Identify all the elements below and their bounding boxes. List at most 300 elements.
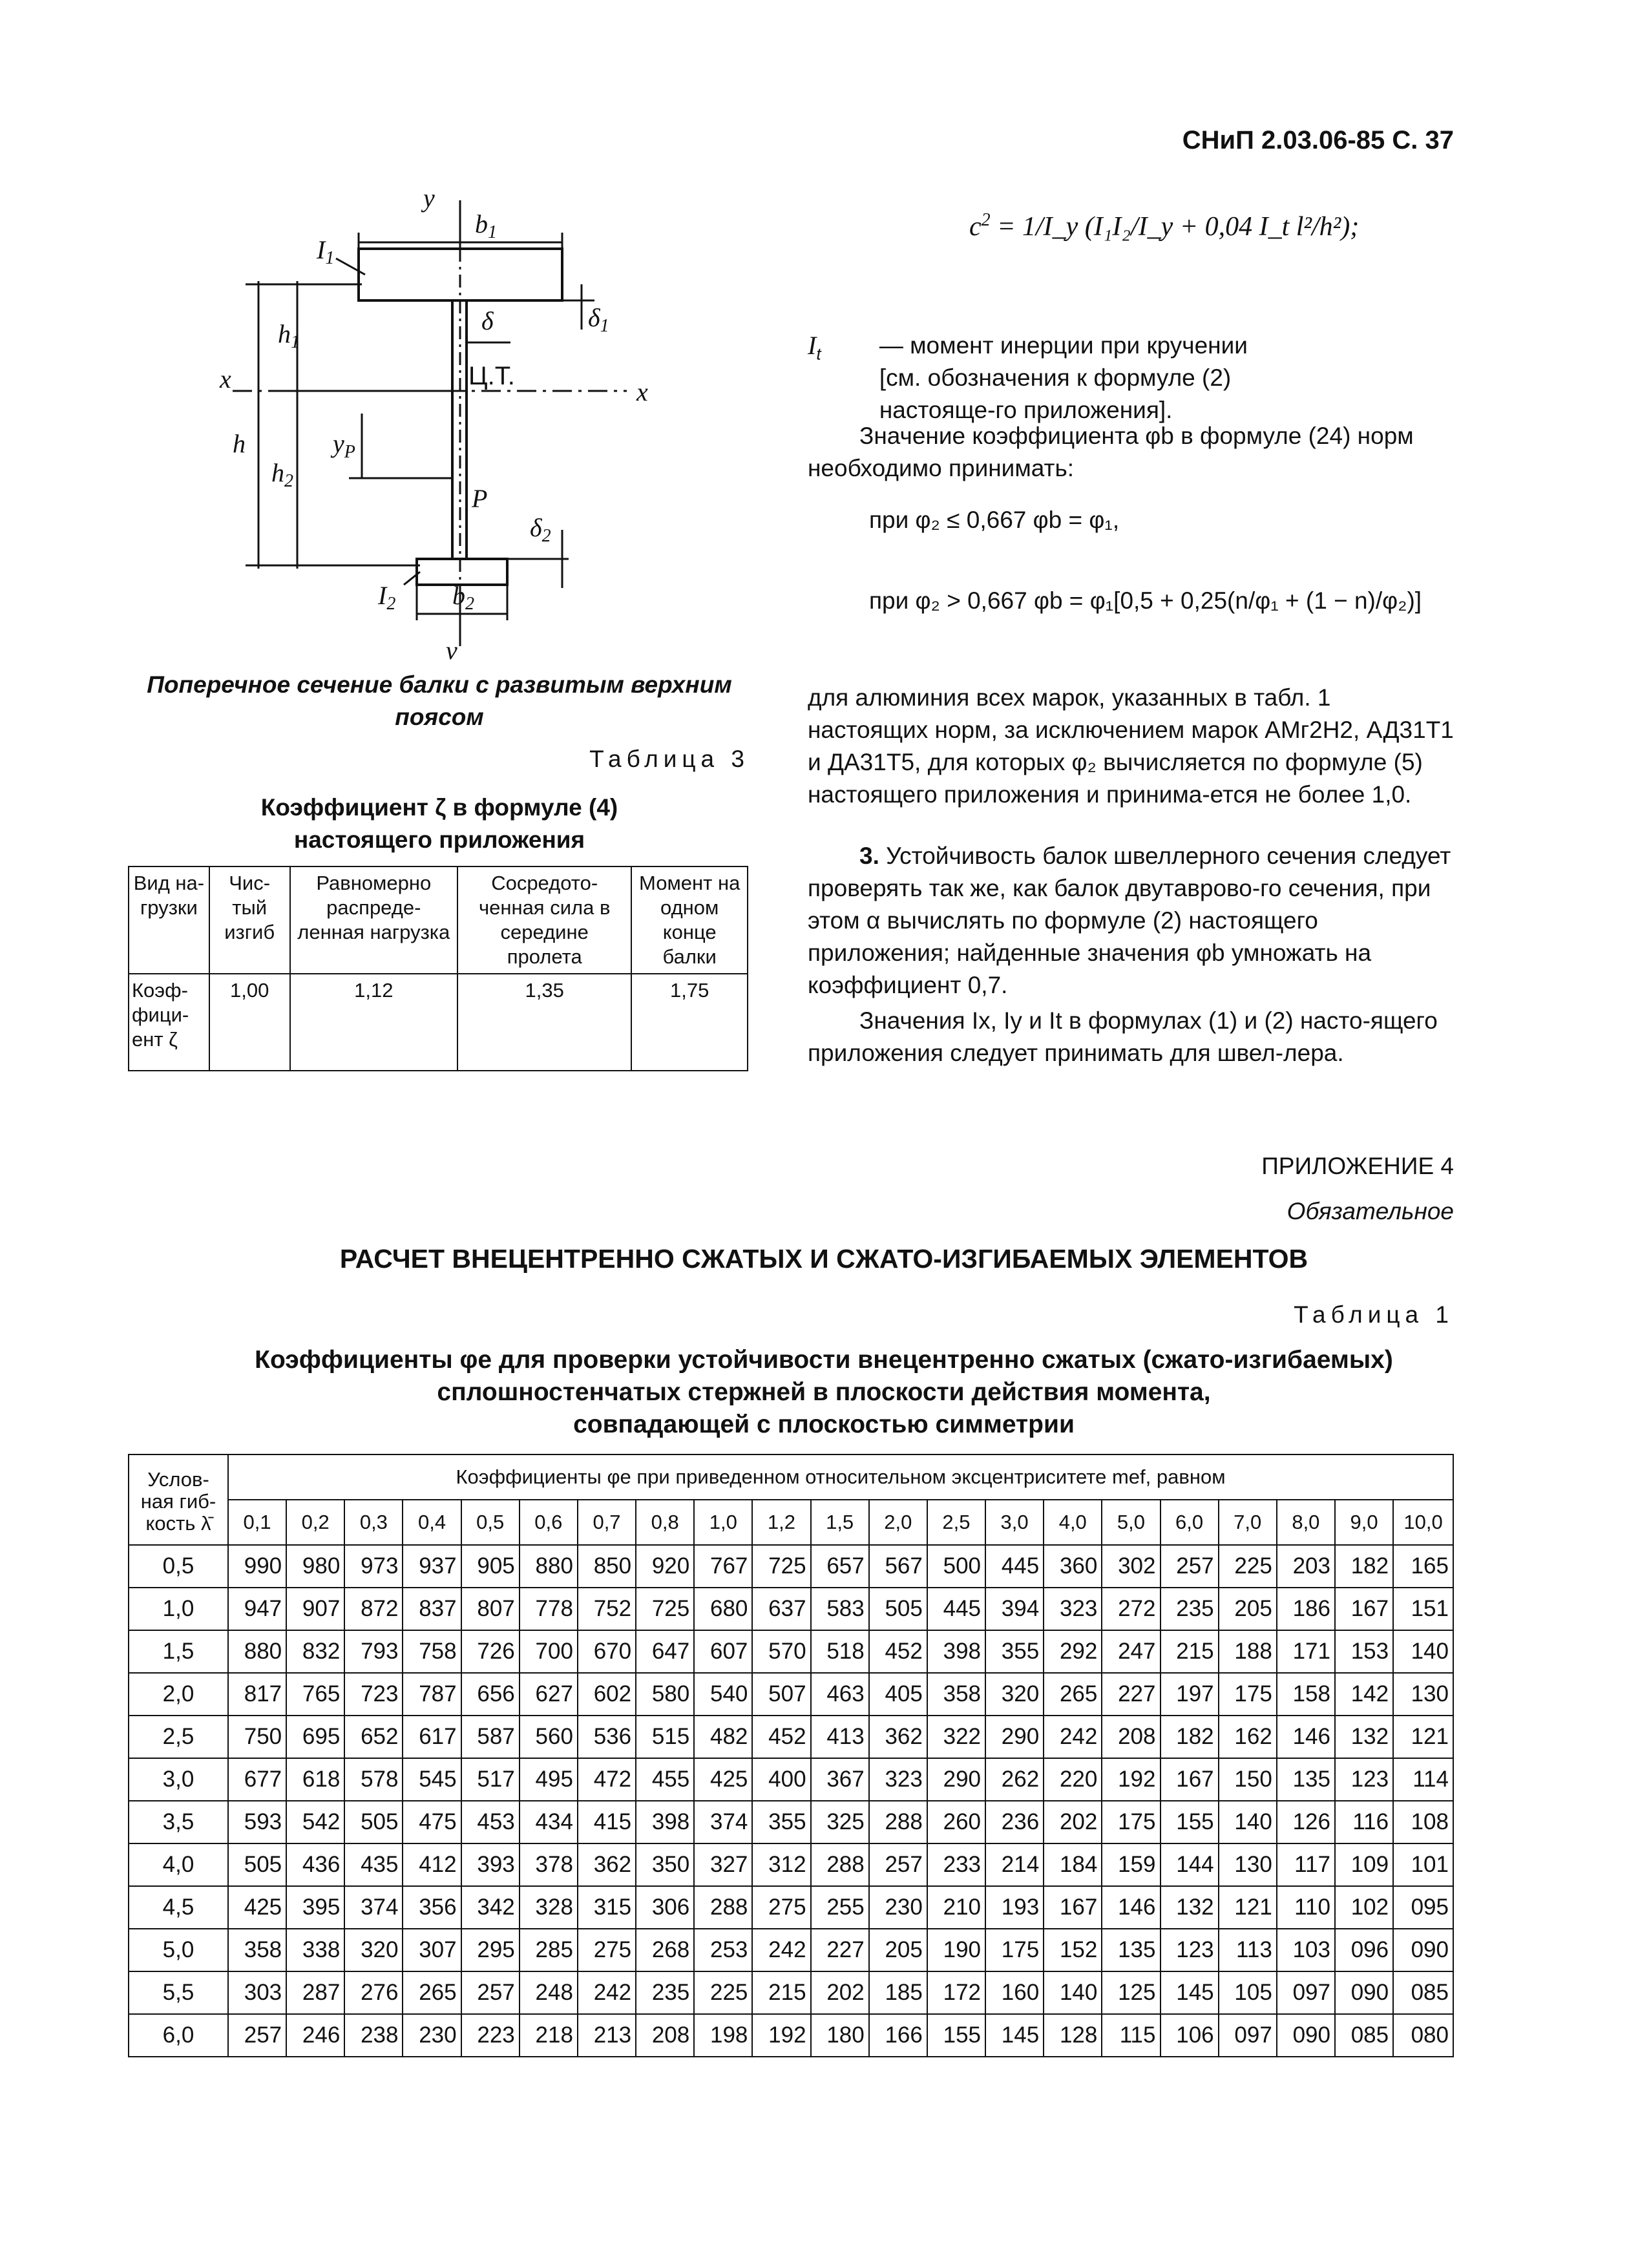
table1-cell: 920 bbox=[636, 1545, 694, 1588]
table1-cell: 160 bbox=[985, 1971, 1044, 2014]
table1-cell: 482 bbox=[694, 1716, 752, 1758]
table1-cell: 400 bbox=[752, 1758, 810, 1801]
table1-cell: 362 bbox=[869, 1716, 927, 1758]
table1-cell: 193 bbox=[985, 1886, 1044, 1929]
table1-cell: 150 bbox=[1219, 1758, 1277, 1801]
table1-cell: 536 bbox=[578, 1716, 636, 1758]
table1-cell: 110 bbox=[1277, 1886, 1335, 1929]
table1-cell: 872 bbox=[344, 1588, 403, 1630]
table1-m-header: 0,7 bbox=[578, 1500, 636, 1545]
table1-cell: 253 bbox=[694, 1929, 752, 1971]
page-header: СНиП 2.03.06-85 С. 37 bbox=[1182, 126, 1454, 154]
table1-cell: 236 bbox=[985, 1801, 1044, 1843]
table1-m-header: 4,0 bbox=[1044, 1500, 1102, 1545]
table1-label: Таблица 1 bbox=[1294, 1301, 1454, 1328]
table1-cell: 090 bbox=[1393, 1929, 1453, 1971]
table1-cell: 265 bbox=[403, 1971, 461, 2014]
table1-cell: 255 bbox=[811, 1886, 869, 1929]
table1-cell: 725 bbox=[752, 1545, 810, 1588]
table1-cell: 288 bbox=[811, 1843, 869, 1886]
table1-cell: 180 bbox=[811, 2014, 869, 2057]
table1-cell: 276 bbox=[344, 1971, 403, 2014]
table1-cell: 208 bbox=[1102, 1716, 1160, 1758]
table1-cell: 617 bbox=[403, 1716, 461, 1758]
table3-header: Равномерно распреде-ленная нагрузка bbox=[290, 866, 457, 974]
table1-cell: 238 bbox=[344, 2014, 403, 2057]
label-I2: $I_2$ bbox=[378, 581, 396, 614]
table1-m-header: 9,0 bbox=[1335, 1500, 1393, 1545]
table1-cell: 215 bbox=[752, 1971, 810, 2014]
table1-cell: 171 bbox=[1277, 1630, 1335, 1673]
table1-cell: 367 bbox=[811, 1758, 869, 1801]
table1-cell: 167 bbox=[1044, 1886, 1102, 1929]
table1-cell: 145 bbox=[985, 2014, 1044, 2057]
table1-cell: 182 bbox=[1161, 1716, 1219, 1758]
it-def-text: — момент инерции при кручении [см. обозначения к формуле (2) настояще-го приложения]. bbox=[879, 332, 1248, 423]
table1-title-line: Коэффициенты φe для проверки устойчивости внецентренно сжатых (сжато-изгибаемых) bbox=[255, 1346, 1393, 1374]
table1-cell: 445 bbox=[985, 1545, 1044, 1588]
table1-cell: 167 bbox=[1161, 1758, 1219, 1801]
paragraph-3 bbox=[808, 840, 1454, 1002]
table1-cell: 153 bbox=[1335, 1630, 1393, 1673]
table1-cell: 132 bbox=[1161, 1886, 1219, 1929]
table1-cell: 117 bbox=[1277, 1843, 1335, 1886]
table1-cell: 175 bbox=[985, 1929, 1044, 1971]
table1-cell: 500 bbox=[927, 1545, 985, 1588]
table1-lambda: 3,0 bbox=[129, 1758, 228, 1801]
label-delta: δ bbox=[481, 306, 494, 335]
table1-cell: 360 bbox=[1044, 1545, 1102, 1588]
table1-cell: 315 bbox=[578, 1886, 636, 1929]
table1-m-header: 0,5 bbox=[461, 1500, 520, 1545]
table1-cell: 167 bbox=[1335, 1588, 1393, 1630]
table1-cell: 123 bbox=[1161, 1929, 1219, 1971]
table1-cell: 132 bbox=[1335, 1716, 1393, 1758]
phi-b-intro: Значение коэффициента φb в формуле (24) норм необходимо принимать: bbox=[808, 423, 1414, 481]
table1-cell: 356 bbox=[403, 1886, 461, 1929]
table1-cell: 080 bbox=[1393, 2014, 1453, 2057]
table1-cell: 306 bbox=[636, 1886, 694, 1929]
table1 bbox=[128, 1454, 1454, 2057]
table1-cell: 880 bbox=[228, 1630, 286, 1673]
table1-cell: 452 bbox=[752, 1716, 810, 1758]
table1-cell: 214 bbox=[985, 1843, 1044, 1886]
table1-cell: 328 bbox=[520, 1886, 578, 1929]
table1-row bbox=[129, 1545, 1453, 1588]
table1-row bbox=[129, 1886, 1453, 1929]
table1-title-line: совпадающей с плоскостью симметрии bbox=[573, 1411, 1075, 1438]
table1-cell: 937 bbox=[403, 1545, 461, 1588]
table1-cell: 358 bbox=[927, 1673, 985, 1716]
table1-cell: 262 bbox=[985, 1758, 1044, 1801]
table3-row-label: Коэф-фици-ент ζ bbox=[129, 974, 209, 1071]
formula-c2-lhs: c bbox=[969, 212, 982, 242]
table1-cell: 197 bbox=[1161, 1673, 1219, 1716]
table1-cell: 303 bbox=[228, 1971, 286, 2014]
label-h2: $h_2$ bbox=[271, 458, 293, 491]
table1-cell: 475 bbox=[403, 1801, 461, 1843]
table1-cell: 570 bbox=[752, 1630, 810, 1673]
label-b2: $b_2$ bbox=[452, 581, 474, 614]
table1-m-header: 1,5 bbox=[811, 1500, 869, 1545]
table1-cell: 230 bbox=[869, 1886, 927, 1929]
table1-cell: 445 bbox=[927, 1588, 985, 1630]
table1-cell: 205 bbox=[1219, 1588, 1277, 1630]
table1-cell: 213 bbox=[578, 2014, 636, 2057]
table1-cell: 618 bbox=[286, 1758, 344, 1801]
table3-cell: 1,00 bbox=[209, 974, 290, 1071]
table1-cell: 202 bbox=[1044, 1801, 1102, 1843]
label-yp: $y_P$ bbox=[333, 429, 355, 462]
table1-cell: 159 bbox=[1102, 1843, 1160, 1886]
table1-lambda: 1,0 bbox=[129, 1588, 228, 1630]
table1-cell: 362 bbox=[578, 1843, 636, 1886]
label-P: P bbox=[472, 484, 488, 513]
table1-cell: 726 bbox=[461, 1630, 520, 1673]
table1-cell: 109 bbox=[1335, 1843, 1393, 1886]
table1-cell: 322 bbox=[927, 1716, 985, 1758]
table1-cell: 593 bbox=[228, 1801, 286, 1843]
table1-cell: 146 bbox=[1102, 1886, 1160, 1929]
table1-lambda: 6,0 bbox=[129, 2014, 228, 2057]
table1-cell: 767 bbox=[694, 1545, 752, 1588]
table3-cell: 1,35 bbox=[457, 974, 631, 1071]
label-y-bottom: v bbox=[446, 636, 457, 665]
table1-cell: 175 bbox=[1102, 1801, 1160, 1843]
table1-lambda: 3,5 bbox=[129, 1801, 228, 1843]
table3 bbox=[128, 866, 748, 1071]
table1-lambda: 4,5 bbox=[129, 1886, 228, 1929]
table1-cell: 227 bbox=[811, 1929, 869, 1971]
label-h1: $h_1$ bbox=[278, 319, 300, 352]
table1-row bbox=[129, 1673, 1453, 1716]
table1-row bbox=[129, 1929, 1453, 1971]
table3-header: Сосредото-ченная сила в середине пролета bbox=[457, 866, 631, 974]
table1-cell: 106 bbox=[1161, 2014, 1219, 2057]
table1-cell: 265 bbox=[1044, 1673, 1102, 1716]
table1-cell: 247 bbox=[1102, 1630, 1160, 1673]
label-h: h bbox=[233, 429, 246, 458]
table1-cell: 545 bbox=[403, 1758, 461, 1801]
table1-cell: 880 bbox=[520, 1545, 578, 1588]
table1-cell: 090 bbox=[1277, 2014, 1335, 2057]
table1-cell: 415 bbox=[578, 1801, 636, 1843]
table1-cell: 398 bbox=[927, 1630, 985, 1673]
table3-title bbox=[129, 792, 750, 856]
table1-cell: 580 bbox=[636, 1673, 694, 1716]
table3-header: Момент на одном конце балки bbox=[631, 866, 748, 974]
table1-cell: 198 bbox=[694, 2014, 752, 2057]
table1-cell: 560 bbox=[520, 1716, 578, 1758]
table1-cell: 320 bbox=[344, 1929, 403, 1971]
table1-cell: 394 bbox=[985, 1588, 1044, 1630]
table1-cell: 505 bbox=[344, 1801, 403, 1843]
table1-m-header: 10,0 bbox=[1393, 1500, 1453, 1545]
table1-row bbox=[129, 1843, 1453, 1886]
table1-cell: 188 bbox=[1219, 1630, 1277, 1673]
table1-group-header: Коэффициенты φe при приведенном относительном эксцентриситете mef, равном bbox=[228, 1454, 1453, 1500]
table1-cell: 374 bbox=[694, 1801, 752, 1843]
table1-cell: 151 bbox=[1393, 1588, 1453, 1630]
table1-cell: 123 bbox=[1335, 1758, 1393, 1801]
table1-cell: 114 bbox=[1393, 1758, 1453, 1801]
table1-cell: 115 bbox=[1102, 2014, 1160, 2057]
table1-m-header: 8,0 bbox=[1277, 1500, 1335, 1545]
table1-cell: 152 bbox=[1044, 1929, 1102, 1971]
table1-cell: 257 bbox=[461, 1971, 520, 2014]
table1-cell: 135 bbox=[1277, 1758, 1335, 1801]
table1-cell: 085 bbox=[1393, 1971, 1453, 2014]
table1-cell: 405 bbox=[869, 1673, 927, 1716]
table1-m-header: 1,2 bbox=[752, 1500, 810, 1545]
table1-cell: 518 bbox=[811, 1630, 869, 1673]
table1-cell: 657 bbox=[811, 1545, 869, 1588]
table1-cell: 325 bbox=[811, 1801, 869, 1843]
table1-cell: 358 bbox=[228, 1929, 286, 1971]
table1-cell: 130 bbox=[1393, 1673, 1453, 1716]
appendix-status: Обязательное bbox=[1287, 1198, 1454, 1224]
table1-cell: 246 bbox=[286, 2014, 344, 2057]
table1-m-header: 0,8 bbox=[636, 1500, 694, 1545]
table1-cell: 652 bbox=[344, 1716, 403, 1758]
table1-cell: 374 bbox=[344, 1886, 403, 1929]
table1-row bbox=[129, 2014, 1453, 2057]
table1-cell: 807 bbox=[461, 1588, 520, 1630]
table1-lambda: 2,0 bbox=[129, 1673, 228, 1716]
table1-cell: 257 bbox=[1161, 1545, 1219, 1588]
table3-title-line2: настоящего приложения bbox=[293, 826, 585, 853]
table1-cell: 121 bbox=[1219, 1886, 1277, 1929]
table1-cell: 425 bbox=[228, 1886, 286, 1929]
table1-cell: 140 bbox=[1393, 1630, 1453, 1673]
table1-cell: 103 bbox=[1277, 1929, 1335, 1971]
table1-cell: 097 bbox=[1219, 2014, 1277, 2057]
table1-cell: 233 bbox=[927, 1843, 985, 1886]
beam-section-figure bbox=[194, 174, 743, 666]
table1-cell: 787 bbox=[403, 1673, 461, 1716]
table1-cell: 125 bbox=[1102, 1971, 1160, 2014]
table1-cell: 287 bbox=[286, 1971, 344, 2014]
table1-m-header: 3,0 bbox=[985, 1500, 1044, 1545]
table1-cell: 973 bbox=[344, 1545, 403, 1588]
table1-cell: 172 bbox=[927, 1971, 985, 2014]
table1-cell: 140 bbox=[1219, 1801, 1277, 1843]
table1-cell: 778 bbox=[520, 1588, 578, 1630]
aluminium-paragraph: для алюминия всех марок, указанных в табл. 1 настоящих норм, за исключением марок АМг2Н2, АД31Т1 и ДА31Т5, для которых φ₂ вычисляется по формуле (5) настоящего приложения и принима-ется не более 1,0. bbox=[808, 684, 1454, 808]
table1-cell: 495 bbox=[520, 1758, 578, 1801]
table1-m-header: 0,2 bbox=[286, 1500, 344, 1545]
table1-cell: 096 bbox=[1335, 1929, 1393, 1971]
table1-cell: 312 bbox=[752, 1843, 810, 1886]
table1-lambda: 5,0 bbox=[129, 1929, 228, 1971]
table3-header: Вид на-грузки bbox=[129, 866, 209, 974]
table1-title-line: сплошностенчатых стержней в плоскости действия момента, bbox=[437, 1378, 1211, 1406]
table1-cell: 218 bbox=[520, 2014, 578, 2057]
table1-cell: 166 bbox=[869, 2014, 927, 2057]
table1-cell: 817 bbox=[228, 1673, 286, 1716]
table1-row bbox=[129, 1630, 1453, 1673]
table1-cell: 327 bbox=[694, 1843, 752, 1886]
table1-cell: 223 bbox=[461, 2014, 520, 2057]
table1-cell: 275 bbox=[752, 1886, 810, 1929]
table1-cell: 587 bbox=[461, 1716, 520, 1758]
table1-corner: Услов-ная гиб-кость λ̄ bbox=[129, 1454, 228, 1545]
table1-row bbox=[129, 1801, 1453, 1843]
table1-cell: 515 bbox=[636, 1716, 694, 1758]
table1-cell: 090 bbox=[1335, 1971, 1393, 2014]
formula-c2: $c^2$ = 1/I_y (I₁I₂/I_y + 0,04 I_t l²/h²); bbox=[969, 210, 1360, 242]
table1-cell: 752 bbox=[578, 1588, 636, 1630]
table1-cell: 434 bbox=[520, 1801, 578, 1843]
formula-c2-rhs: = 1/I_y (I₁I₂/I_y + 0,04 I_t l²/h²); bbox=[997, 212, 1360, 242]
table1-cell: 242 bbox=[578, 1971, 636, 2014]
table1-lambda: 4,0 bbox=[129, 1843, 228, 1886]
condition-1: при φ₂ ≤ 0,667 φb = φ₁, bbox=[869, 507, 1120, 533]
table1-cell: 140 bbox=[1044, 1971, 1102, 2014]
table1-cell: 320 bbox=[985, 1673, 1044, 1716]
label-delta2: $\delta_2$ bbox=[530, 513, 551, 546]
table1-cell: 165 bbox=[1393, 1545, 1453, 1588]
table1-cell: 832 bbox=[286, 1630, 344, 1673]
table1-cell: 290 bbox=[927, 1758, 985, 1801]
table1-lambda: 5,5 bbox=[129, 1971, 228, 2014]
table1-cell: 695 bbox=[286, 1716, 344, 1758]
table1-cell: 155 bbox=[927, 2014, 985, 2057]
table1-cell: 725 bbox=[636, 1588, 694, 1630]
table1-cell: 220 bbox=[1044, 1758, 1102, 1801]
table1-cell: 453 bbox=[461, 1801, 520, 1843]
table1-cell: 542 bbox=[286, 1801, 344, 1843]
label-delta1: $\delta_1$ bbox=[588, 303, 609, 336]
paragraph-3-number: 3. bbox=[859, 843, 879, 869]
table1-m-header: 7,0 bbox=[1219, 1500, 1277, 1545]
appendix-label: ПРИЛОЖЕНИЕ 4 bbox=[1261, 1153, 1454, 1179]
table1-cell: 578 bbox=[344, 1758, 403, 1801]
table1-m-header: 1,0 bbox=[694, 1500, 752, 1545]
table1-cell: 225 bbox=[694, 1971, 752, 2014]
table1-cell: 203 bbox=[1277, 1545, 1335, 1588]
table1-cell: 463 bbox=[811, 1673, 869, 1716]
table1-cell: 378 bbox=[520, 1843, 578, 1886]
it-definition: $I_t$ — момент инерции при кручении [см. обозначения к формуле (2) настояще-го приложения]. bbox=[808, 330, 1454, 426]
table1-m-header: 0,4 bbox=[403, 1500, 461, 1545]
table1-cell: 602 bbox=[578, 1673, 636, 1716]
table1-title bbox=[129, 1344, 1518, 1441]
table1-cell: 242 bbox=[752, 1929, 810, 1971]
table1-m-header: 0,6 bbox=[520, 1500, 578, 1545]
label-I1: $I_1$ bbox=[317, 235, 335, 268]
table1-cell: 980 bbox=[286, 1545, 344, 1588]
table1-cell: 435 bbox=[344, 1843, 403, 1886]
table1-m-header: 0,3 bbox=[344, 1500, 403, 1545]
table1-row bbox=[129, 1588, 1453, 1630]
it-symbol: I bbox=[808, 331, 817, 360]
table1-cell: 412 bbox=[403, 1843, 461, 1886]
table1-cell: 145 bbox=[1161, 1971, 1219, 2014]
label-x-right: x bbox=[636, 377, 648, 406]
table1-cell: 540 bbox=[694, 1673, 752, 1716]
table1-cell: 208 bbox=[636, 2014, 694, 2057]
table1-cell: 113 bbox=[1219, 1929, 1277, 1971]
table1-lambda: 0,5 bbox=[129, 1545, 228, 1588]
table1-cell: 302 bbox=[1102, 1545, 1160, 1588]
table1-cell: 257 bbox=[869, 1843, 927, 1886]
table1-cell: 257 bbox=[228, 2014, 286, 2057]
table1-cell: 215 bbox=[1161, 1630, 1219, 1673]
table1-cell: 235 bbox=[636, 1971, 694, 2014]
table1-cell: 128 bbox=[1044, 2014, 1102, 2057]
table1-cell: 202 bbox=[811, 1971, 869, 2014]
table1-cell: 162 bbox=[1219, 1716, 1277, 1758]
table1-cell: 227 bbox=[1102, 1673, 1160, 1716]
table1-cell: 627 bbox=[520, 1673, 578, 1716]
table1-cell: 637 bbox=[752, 1588, 810, 1630]
table1-cell: 085 bbox=[1335, 2014, 1393, 2057]
table1-m-header: 2,0 bbox=[869, 1500, 927, 1545]
table1-cell: 288 bbox=[694, 1886, 752, 1929]
table1-cell: 142 bbox=[1335, 1673, 1393, 1716]
table1-cell: 272 bbox=[1102, 1588, 1160, 1630]
table1-cell: 130 bbox=[1219, 1843, 1277, 1886]
table1-cell: 677 bbox=[228, 1758, 286, 1801]
table3-cell: 1,75 bbox=[631, 974, 748, 1071]
table1-lambda: 1,5 bbox=[129, 1630, 228, 1673]
table1-cell: 452 bbox=[869, 1630, 927, 1673]
table1-cell: 248 bbox=[520, 1971, 578, 2014]
condition-2: при φ₂ > 0,667 φb = φ₁[0,5 + 0,25(n/φ₁ + (1 − n)/φ₂)] bbox=[869, 587, 1422, 614]
table1-cell: 158 bbox=[1277, 1673, 1335, 1716]
table1-cell: 210 bbox=[927, 1886, 985, 1929]
paragraph-3-text: Устойчивость балок швеллерного сечения следует проверять так же, как балок двутаврово-го сечения, при этом α вычислять по формуле (2) настоящего приложения; найденные значения φb умножать на коэффициент 0,7. bbox=[808, 843, 1451, 998]
table1-row bbox=[129, 1716, 1453, 1758]
table1-cell: 750 bbox=[228, 1716, 286, 1758]
table1-cell: 182 bbox=[1335, 1545, 1393, 1588]
table1-cell: 242 bbox=[1044, 1716, 1102, 1758]
table1-cell: 230 bbox=[403, 2014, 461, 2057]
figure-caption: Поперечное сечение балки с развитым верхним поясом bbox=[147, 671, 732, 730]
table1-cell: 192 bbox=[1102, 1758, 1160, 1801]
table1-cell: 102 bbox=[1335, 1886, 1393, 1929]
table1-cell: 126 bbox=[1277, 1801, 1335, 1843]
table1-cell: 395 bbox=[286, 1886, 344, 1929]
table3-label: Таблица 3 bbox=[589, 746, 750, 772]
table1-cell: 393 bbox=[461, 1843, 520, 1886]
table1-cell: 647 bbox=[636, 1630, 694, 1673]
table1-cell: 144 bbox=[1161, 1843, 1219, 1886]
table1-cell: 186 bbox=[1277, 1588, 1335, 1630]
table1-cell: 990 bbox=[228, 1545, 286, 1588]
table1-cell: 505 bbox=[869, 1588, 927, 1630]
table1-cell: 323 bbox=[1044, 1588, 1102, 1630]
table1-cell: 205 bbox=[869, 1929, 927, 1971]
table1-cell: 350 bbox=[636, 1843, 694, 1886]
table1-cell: 398 bbox=[636, 1801, 694, 1843]
table1-m-header: 0,1 bbox=[228, 1500, 286, 1545]
table1-cell: 793 bbox=[344, 1630, 403, 1673]
table1-cell: 285 bbox=[520, 1929, 578, 1971]
table1-cell: 190 bbox=[927, 1929, 985, 1971]
table1-cell: 607 bbox=[694, 1630, 752, 1673]
table1-cell: 342 bbox=[461, 1886, 520, 1929]
table1-cell: 700 bbox=[520, 1630, 578, 1673]
table1-cell: 907 bbox=[286, 1588, 344, 1630]
table1-cell: 758 bbox=[403, 1630, 461, 1673]
label-y-top: y bbox=[423, 184, 435, 213]
table1-cell: 517 bbox=[461, 1758, 520, 1801]
table1-cell: 095 bbox=[1393, 1886, 1453, 1929]
table1-cell: 472 bbox=[578, 1758, 636, 1801]
table1-cell: 290 bbox=[985, 1716, 1044, 1758]
